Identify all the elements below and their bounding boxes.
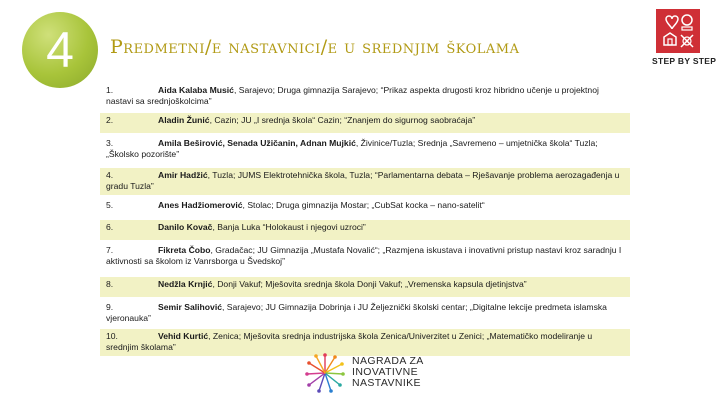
list-item <box>100 300 630 327</box>
item-details: , Tuzla; JUMS Elektrotehnička škola, Tuzla; “Parlamentarna debata – Rješavanje problema aerozagađenja u gradu Tuzla” <box>106 170 620 192</box>
list-item <box>100 83 630 110</box>
item-details: , Zenica; Mješovita srednja industrijska škola Zenica/Univerzitet u Zenici; „Matematičko modeliranje u srednjim školama” <box>106 331 593 353</box>
item-name: Vehid Kurtić <box>158 331 209 341</box>
award-title-line3: NASTAVNIKE <box>352 377 421 389</box>
item-number: 4. <box>106 170 114 180</box>
logo-text: STEP BY STEP <box>652 56 717 66</box>
item-number: 6. <box>106 222 114 232</box>
list-item <box>100 329 630 356</box>
step-by-step-logo <box>652 9 717 66</box>
item-number: 2. <box>106 115 114 125</box>
item-number: 7. <box>106 245 114 255</box>
item-details: , Sarajevo; JU Gimnazija Dobrinja i JU Željeznički školski centar; „Digitalne lekcije predmeta islamska vjeronauka” <box>106 302 607 324</box>
item-details: , Banja Luka “Holokaust i njegovi uzroci” <box>212 222 366 232</box>
slide-number-badge <box>22 12 98 88</box>
item-details: , Gradačac; JU Gimnazija „Mustafa Novalić“; „Razmjena iskustava i inovativni pristup nastavi kroz saradnju I aktivnosti sa školom iz Vanrsborga u Švedskoj” <box>106 245 622 267</box>
list-item <box>100 243 630 275</box>
award-title-line1: NAGRADA ZA <box>352 355 424 367</box>
item-name: Semir Salihović <box>158 302 223 312</box>
list-item <box>100 136 630 166</box>
item-details: , Sarajevo; Druga gimnazija Sarajevo; “Prikaz aspekta drugosti kroz hibridno učenje u projektnoj nastavi sa srednjoškolcima” <box>106 85 599 107</box>
list-item <box>100 113 630 133</box>
item-details: , Stolac; Druga gimnazija Mostar; „CubSat kocka – nano-satelit“ <box>242 200 485 210</box>
award-burst-icon <box>304 352 346 394</box>
item-details: , Živinice/Tuzla; Srednja „Savremeno – umjetnička škola“ Tuzla; „Školsko pozorište” <box>106 138 598 160</box>
item-name: Danilo Kovač <box>158 222 213 232</box>
item-name: Anes Hadžiomerović <box>158 200 243 210</box>
item-name: Aida Kalaba Musić <box>158 85 234 95</box>
award-title-line2: INOVATIVNE <box>352 366 419 378</box>
list-item <box>100 277 630 297</box>
item-name: Fikreta Čobo <box>158 245 211 255</box>
item-name: Amila Beširović, Senada Užičanin, Adnan Mujkić <box>158 138 356 148</box>
list-item <box>100 198 630 218</box>
item-number: 1. <box>106 85 114 95</box>
item-name: Nedžla Krnjić <box>158 279 213 289</box>
item-number: 3. <box>106 138 114 148</box>
slide-title: Predmetni/e nastavnici/e u srednjim školama <box>110 36 520 58</box>
item-number: 8. <box>106 279 114 289</box>
item-details: , Donji Vakuf; Mješovita srednja škola Donji Vakuf; „Vremenska kapsula djetinjstva” <box>212 279 527 289</box>
item-name: Amir Hadžić <box>158 170 208 180</box>
award-title <box>352 356 424 389</box>
list-item <box>100 168 630 195</box>
step-by-step-emblem-icon <box>656 9 700 53</box>
list-item <box>100 220 630 240</box>
nominee-list <box>100 83 630 356</box>
item-number: 5. <box>106 200 114 210</box>
item-details: , Cazin; JU „I srednja škola“ Cazin; “Znanjem do sigurnog saobraćaja” <box>209 115 476 125</box>
item-number: 10. <box>106 331 118 341</box>
slide-number: 4 <box>46 22 74 78</box>
item-name: Aladin Žunić <box>158 115 210 125</box>
item-number: 9. <box>106 302 114 312</box>
